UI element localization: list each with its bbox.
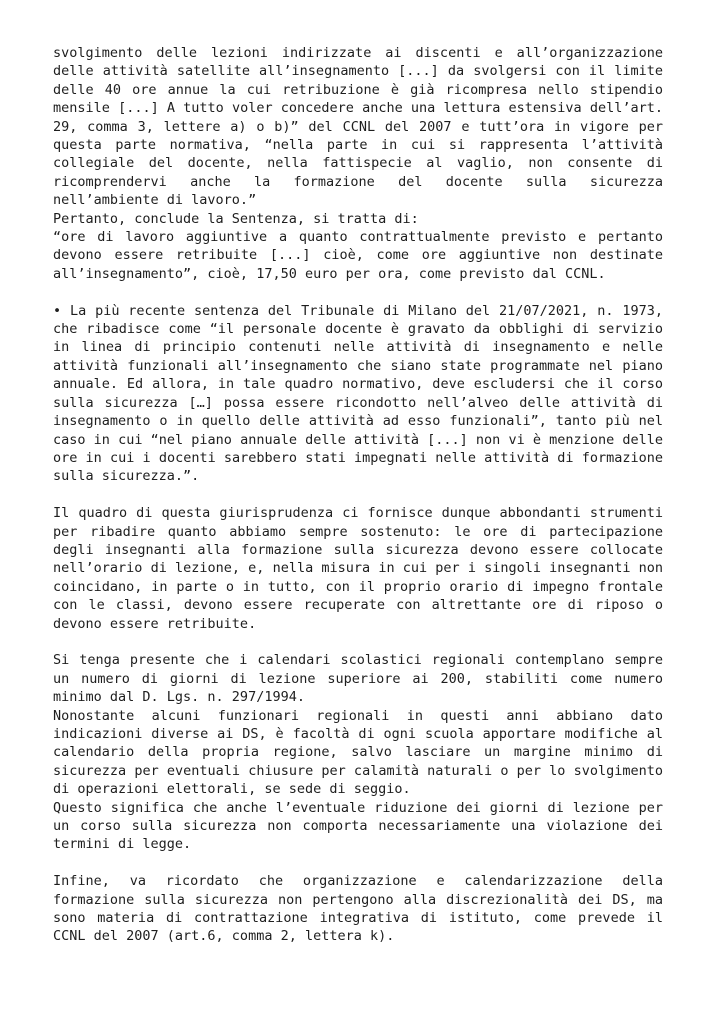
paragraph-quote-ore: “ore di lavoro aggiuntive a quanto contrattualmente previsto e pertanto devono essere retribuite [...] cioè, come ore aggiuntive non destinate all’insegnamento”, cioè, 17,50 euro per ora, come previsto dal CCNL. (53, 229, 663, 282)
document-body (53, 44, 663, 946)
paragraph-pertanto: Pertanto, conclude la Sentenza, si tratta di: (53, 210, 419, 227)
paragraph-questo-significa: Questo significa che anche l’eventuale riduzione dei giorni di lezione per un corso sulla sicurezza non comporta necessariamente una violazione dei termini di legge. (53, 799, 663, 853)
paragraph-si-tenga: Si tenga presente che i calendari scolastici regionali contemplano sempre un numero di giorni di lezione superiore ai 200, stabiliti come numero minimo dal D. Lgs. n. 297/1994. (53, 652, 663, 706)
paragraph-nonostante: Nonostante alcuni funzionari regionali in questi anni abbiano dato indicazioni diverse ai DS, è facoltà di ogni scuola apportare modifiche al calendario della propria regione, salvo lasciare un margine minimo di sicurezza per eventuali chiusure per calamità naturali o per lo svolgimento di operazioni elettorali, se sede di seggio. (53, 707, 663, 798)
paragraph-infine: Infine, va ricordato che organizzazione e calendarizzazione della formazione sulla sicurezza non pertengono alla discrezionalità dei DS, ma sono materia di contrattazione integrativa di istituto, come prevede il CCNL del 2007 (art.6, comma 2, lettera k). (53, 873, 663, 945)
paragraph-bullet-sentenza-milano: • La più recente sentenza del Tribunale di Milano del 21/07/2021, n. 1973, che ribadisce come “il personale docente è gravato da obblighi di servizio in linea di principio contenuti nelle attività di insegnamento e nelle attività funzionali all’insegnamento che siano state programmate nel piano annuale. Ed allora, in tale quadro normativo, deve escludersi che il corso sulla sicurezza […] possa essere ricondotto nell’alveo delle attività di insegnamento o in quello delle attività ad esso funzionali”, tanto più nel caso in cui “nel piano annuale delle attività [...] non vi è menzione delle ore in cui i docenti sarebbero stati impegnati nelle attività di formazione sulla sicurezza.”. (53, 302, 663, 485)
paragraph-continuation: svolgimento delle lezioni indirizzate ai discenti e all’organizzazione delle attività satellite all’insegnamento [...] da svolgersi con il limite delle 40 ore annue la cui retribuzione è già ricompresa nello stipendio mensile [...] A tutto voler concedere anche una lettura estensiva dell’art. 29, comma 3, lettere a) o b)” del CCNL del 2007 e tutt’ora in vigore per questa parte normativa, “nella parte in cui si rappresenta l’attività collegiale del docente, nella fattispecie al vaglio, non consente di ricomprendervi anche la formazione del docente sulla sicurezza nell’ambiente di lavoro.” (53, 45, 663, 209)
paragraph-il-quadro: Il quadro di questa giurisprudenza ci fornisce dunque abbondanti strumenti per ribadire quanto abbiamo sempre sostenuto: le ore di partecipazione degli insegnanti alla formazione sulla sicurezza devono essere collocate nell’orario di lezione, e, nella misura in cui per i singoli insegnanti non coincidano, in parte o in tutto, con il proprio orario di impegno frontale con le classi, devono essere recuperate con altrettante ore di riposo o devono essere retribuite. (53, 505, 663, 632)
